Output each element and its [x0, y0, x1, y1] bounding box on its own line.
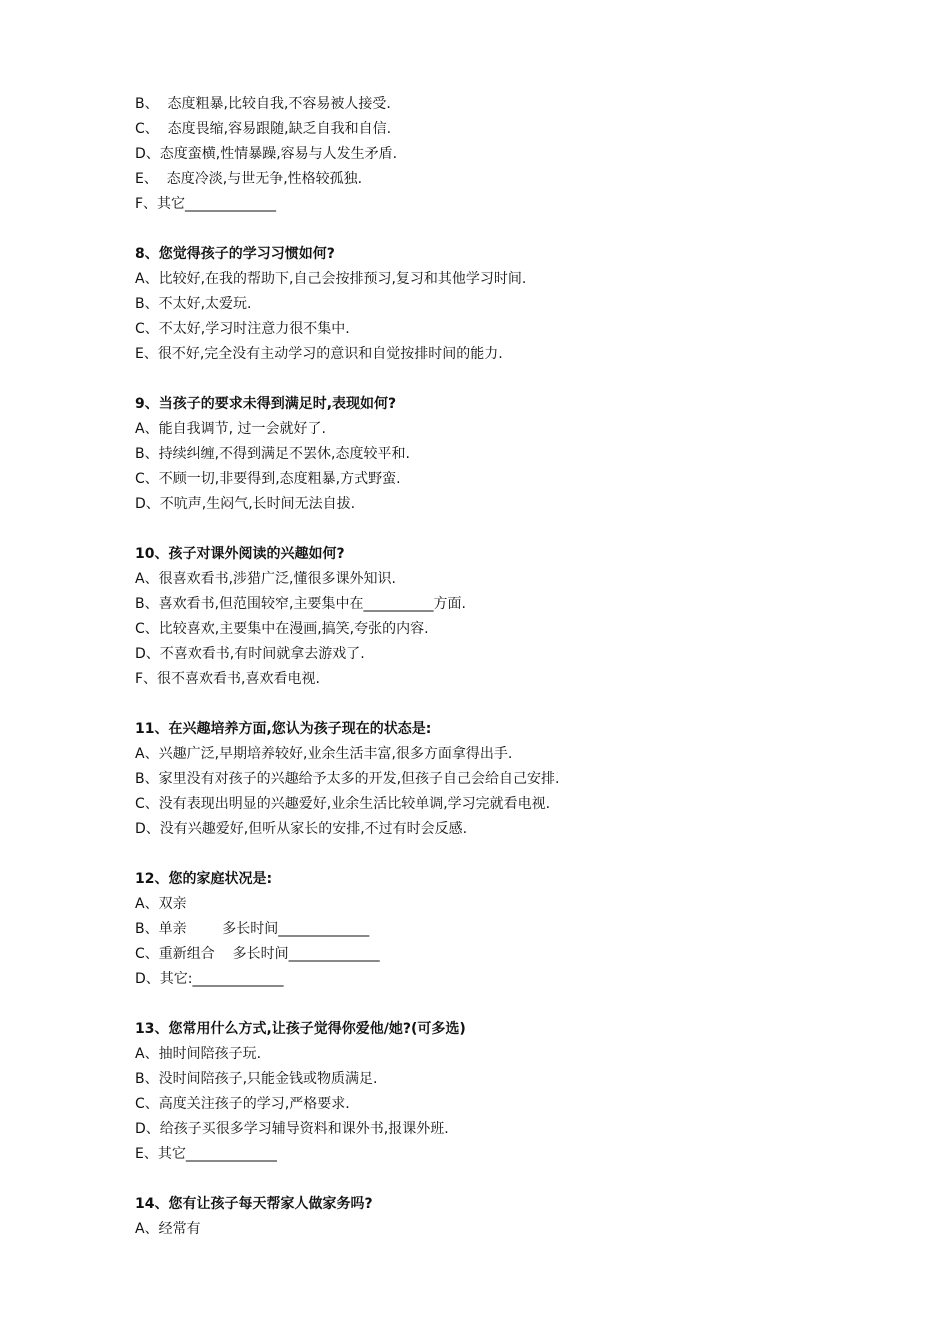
answer-option: A、兴趣广泛,早期培养较好,业余生活丰富,很多方面拿得出手.: [135, 746, 513, 762]
answer-option: C、没有表现出明显的兴趣爱好,业余生活比较单调,学习完就看电视.: [135, 796, 551, 812]
question-title: 13、您常用什么方式,让孩子觉得你爱他/她?(可多选): [135, 1021, 466, 1037]
answer-option: F、很不喜欢看书,喜欢看电视.: [135, 671, 320, 687]
answer-option: D、没有兴趣爱好,但听从家长的安排,不过有时会反感.: [135, 821, 468, 837]
blank-line: [135, 692, 835, 717]
blank-line: [135, 217, 835, 242]
answer-option: E、 态度冷淡,与世无争,性格较孤独.: [135, 171, 363, 187]
answer-option: F、其它_____________: [135, 196, 277, 212]
answer-option: D、态度蛮横,性情暴躁,容易与人发生矛盾.: [135, 146, 398, 162]
answer-option: C、不顾一切,非要得到,态度粗暴,方式野蛮.: [135, 471, 401, 487]
question-title: 14、您有让孩子每天帮家人做家务吗?: [135, 1196, 373, 1212]
answer-option: C、不太好,学习时注意力很不集中.: [135, 321, 350, 337]
answer-option: B、 态度粗暴,比较自我,不容易被人接受.: [135, 96, 391, 112]
blank-line: [135, 992, 835, 1017]
questionnaire-body: [135, 92, 835, 1242]
answer-option: E、很不好,完全没有主动学习的意识和自觉按排时间的能力.: [135, 346, 503, 362]
answer-option: D、给孩子买很多学习辅导资料和课外书,报课外班.: [135, 1121, 449, 1137]
blank-line: [135, 1167, 835, 1192]
answer-option: B、持续纠缠,不得到满足不罢休,态度较平和.: [135, 446, 410, 462]
answer-option: B、家里没有对孩子的兴趣给予太多的开发,但孩子自己会给自己安排.: [135, 771, 560, 787]
answer-option: B、不太好,太爱玩.: [135, 296, 252, 312]
answer-option: B、没时间陪孩子,只能金钱或物质满足.: [135, 1071, 378, 1087]
answer-option: C、比较喜欢,主要集中在漫画,搞笑,夸张的内容.: [135, 621, 429, 637]
answer-option: A、能自我调节, 过一会就好了.: [135, 421, 326, 437]
answer-option: C、 态度畏缩,容易跟随,缺乏自我和自信.: [135, 121, 392, 137]
answer-option: D、不喜欢看书,有时间就拿去游戏了.: [135, 646, 365, 662]
question-title: 12、您的家庭状况是:: [135, 871, 273, 887]
answer-option: B、喜欢看书,但范围较窄,主要集中在__________方面.: [135, 596, 466, 612]
answer-option: C、高度关注孩子的学习,严格要求.: [135, 1096, 350, 1112]
answer-option: D、其它:_____________: [135, 971, 284, 987]
answer-option: A、抽时间陪孩子玩.: [135, 1046, 262, 1062]
answer-option: A、很喜欢看书,涉猎广泛,懂很多课外知识.: [135, 571, 396, 587]
blank-line: [135, 517, 835, 542]
answer-option: A、双亲: [135, 896, 187, 912]
blank-line: [135, 842, 835, 867]
answer-option: E、其它_____________: [135, 1146, 277, 1162]
question-title: 8、您觉得孩子的学习习惯如何?: [135, 246, 335, 262]
blank-line: [135, 367, 835, 392]
answer-option: A、经常有: [135, 1221, 201, 1237]
answer-option: A、比较好,在我的帮助下,自己会按排预习,复习和其他学习时间.: [135, 271, 527, 287]
answer-option: C、重新组合 多长时间_____________: [135, 946, 380, 962]
question-title: 11、在兴趣培养方面,您认为孩子现在的状态是:: [135, 721, 432, 737]
question-title: 9、当孩子的要求未得到满足时,表现如何?: [135, 396, 397, 412]
answer-option: D、不吭声,生闷气,长时间无法自拔.: [135, 496, 356, 512]
answer-option: B、单亲 多长时间_____________: [135, 921, 370, 937]
question-title: 10、孩子对课外阅读的兴趣如何?: [135, 546, 345, 562]
